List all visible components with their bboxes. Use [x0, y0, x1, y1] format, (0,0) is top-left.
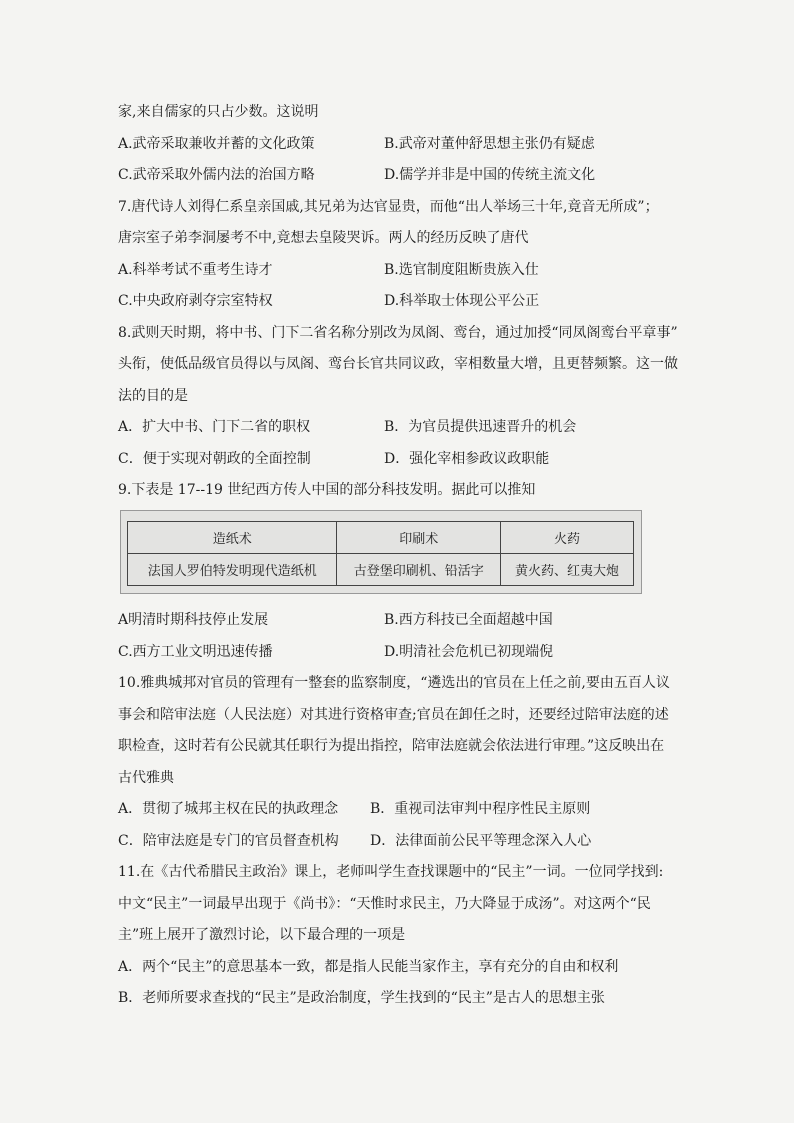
q9-option-c[interactable]: C.西方工业文明迅速传播 [118, 643, 273, 660]
q11-stem-line-2: 中文“民主”一词最早出现于《尚书》：“天惟时求民主，乃大降显于成汤”。对这两个“民 [118, 895, 651, 912]
table-header-row [128, 522, 634, 554]
q10-option-b[interactable]: B．重视司法审判中程序性民主原则 [370, 801, 591, 817]
table-header-printing: 印刷术 [337, 522, 501, 554]
table-row [128, 554, 634, 586]
q7-options-row-1 [118, 255, 684, 287]
q6-option-c[interactable]: C.武帝采取外儒内法的治国方略 [118, 167, 315, 183]
question-block-upper [118, 97, 684, 507]
q6-stem-tail: 家,来自儒家的只占少数。这说明 [118, 104, 319, 120]
q7-options-row-2 [118, 286, 684, 318]
q11-stem-line-1: 11.在《古代希腊民主政治》课上，老师叫学生查找课题中的“民主”一词。一位同学找到: [118, 864, 664, 880]
q9-option-a[interactable]: A明清时期科技停止发展 [118, 612, 269, 628]
q11-option-b[interactable]: B．老师所要求查找的“民主”是政治制度，学生找到的“民主”是古人的思想主张 [118, 990, 605, 1006]
q8-options-row-1 [118, 412, 684, 444]
q7-stem-line-2: 唐宗室子弟李洞屡考不中,竟想去皇陵哭诉。两人的经历反映了唐代 [118, 230, 529, 246]
q8-option-a[interactable]: A．扩大中书、门下二省的职权 [118, 419, 311, 435]
q7-stem-line-1: 7.唐代诗人刘得仁系皇亲国戚,其兄弟为达官显贵，而他“出人举场三十年,竟音无所成”； [118, 198, 659, 215]
q10-option-a[interactable]: A．贯彻了城邦主权在民的执政理念 [118, 801, 339, 817]
q6-options-row-1 [118, 129, 684, 161]
q8-option-c[interactable]: C．便于实现对朝政的全面控制 [118, 450, 311, 467]
q9-option-d[interactable]: D.明清社会危机已初现端倪 [384, 643, 554, 660]
q6-option-a[interactable]: A.武帝采取兼收并蓄的文化政策 [118, 135, 315, 152]
q9-table [127, 521, 634, 586]
q9-options-row-1 [118, 605, 684, 637]
q6-option-d[interactable]: D.儒学并非是中国的传统主流文化 [384, 167, 596, 183]
q10-stem-line-4: 古代雅典 [118, 769, 174, 786]
q6-option-b[interactable]: B.武帝对董仲舒思想主张仍有疑虑 [384, 135, 595, 152]
q11-stem-line-3: 主”班上展开了激烈讨论，以下最合理的一项是 [118, 927, 406, 943]
q8-stem-line-3: 法的目的是 [118, 387, 188, 404]
q6-options-row-2 [118, 160, 684, 192]
q10-options-row-2 [118, 826, 684, 858]
q7-option-c[interactable]: C.中央政府剥夺宗室特权 [118, 293, 273, 309]
q11-option-a[interactable]: A．两个“民主”的意思基本一致，都是指人民能当家作主，享有充分的自由和权利 [118, 958, 619, 975]
q7-option-d[interactable]: D.科举取士体现公平公正 [384, 293, 540, 309]
q9-table-photo [120, 510, 642, 594]
q10-options-row-1 [118, 794, 684, 826]
q10-stem-line-1: 10.雅典城邦对官员的管理有一整套的监察制度，“遴选出的官员在上任之前,要由五百人议 [118, 675, 670, 691]
table-cell-gunpowder: 黄火药、红夷大炮 [501, 554, 634, 586]
table-cell-papermaking: 法国人罗伯特发明现代造纸机 [128, 554, 337, 586]
q8-option-d[interactable]: D．强化宰相参政议政职能 [384, 450, 550, 467]
table-header-gunpowder: 火药 [501, 522, 634, 554]
question-block-lower [118, 605, 684, 1015]
q10-option-c[interactable]: C．陪审法庭是专门的官员督查机构 [118, 832, 339, 849]
table-header-papermaking: 造纸术 [128, 522, 337, 554]
q7-option-b[interactable]: B.选官制度阻断贵族入仕 [384, 261, 539, 278]
q7-option-a[interactable]: A.科举考试不重考生诗才 [118, 261, 273, 278]
q9-stem: 9.下表是 17--19 世纪西方传人中国的部分科技发明。据此可以推知 [118, 482, 536, 498]
q10-option-d[interactable]: D．法律面前公民平等理念深入人心 [370, 832, 592, 849]
q8-stem-line-2: 头衔，使低品级官员得以与凤阁、鸾台长官共同议政，宰相数量大增，且更替频繁。这一做 [118, 356, 678, 372]
q10-stem-line-3: 职检查，这时若有公民就其任职行为提出指控，陪审法庭就会依法进行审理。”这反映出在 [118, 738, 665, 754]
q8-options-row-2 [118, 444, 684, 476]
q9-option-b[interactable]: B.西方科技已全面超越中国 [384, 612, 553, 628]
q8-stem-line-1: 8.武则天时期，将中书、门下二省名称分别改为凤阁、鸾台，通过加授“同凤阁鸾台平章事” [118, 324, 678, 341]
table-cell-printing: 古登堡印刷机、铅活字 [337, 554, 501, 586]
q10-stem-line-2: 事会和陪审法庭（人民法庭）对其进行资格审查;官员在卸任之时，还要经过陪审法庭的述 [118, 706, 669, 723]
q9-options-row-2 [118, 637, 684, 669]
q8-option-b[interactable]: B．为官员提供迅速晋升的机会 [384, 419, 577, 435]
